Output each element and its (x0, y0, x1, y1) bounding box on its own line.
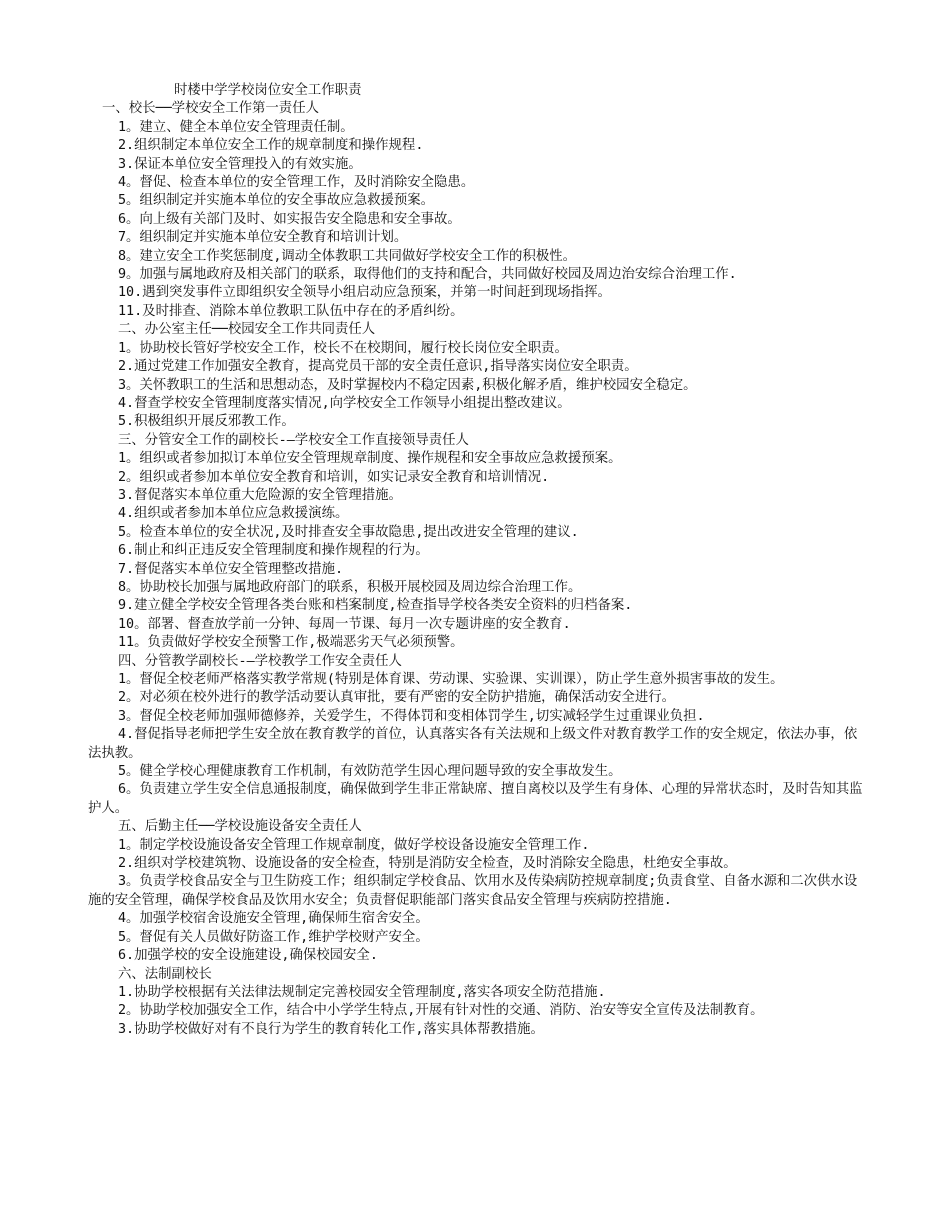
duty-item: 3。督促全校老师加强师德修养，关爱学生，不得体罚和变相体罚学生,切实减轻学生过重课业负担. (118, 708, 705, 724)
duty-item: 10。部署、督查放学前一分钟、每周一节课、每月一次专题讲座的安全教育. (118, 616, 571, 632)
duty-item: 2。协助学校加强安全工作，结合中小学学生特点,开展有针对性的交通、消防、治安等安全宣传及法制教育。 (118, 1003, 764, 1019)
duty-item: 9。加强与属地政府及相关部门的联系，取得他们的支持和配合，共同做好校园及周边治安综合治理工作. (118, 267, 737, 283)
section-heading: 三、分管安全工作的副校长-—学校安全工作直接领导责任人 (118, 432, 469, 448)
duty-item: 5。督促有关人员做好防盗工作,维护学校财产安全。 (118, 929, 429, 945)
document-body (88, 82, 868, 1039)
duty-item: 5。检查本单位的安全状况,及时排查安全事故隐患,提出改进安全管理的建议. (118, 524, 579, 540)
section-heading: 一、校长──学校安全工作第一责任人 (102, 101, 319, 117)
duty-item: 1。协助校长管好学校安全工作，校长不在校期间，履行校长岗位安全职责。 (118, 340, 568, 356)
duty-item: 7。组织制定并实施本单位安全教育和培训计划。 (118, 230, 408, 246)
duty-item: 11。负责做好学校安全预警工作,极端恶劣天气必须预警。 (118, 635, 464, 651)
duty-item: 1。建立、健全本单位安全管理责任制。 (118, 119, 354, 135)
duty-item: 10.遇到突发事件立即组织安全领导小组启动应急预案，并第一时间赶到现场指挥。 (118, 285, 611, 301)
duty-item: 2.组织制定本单位安全工作的规章制度和操作规程. (118, 138, 424, 154)
duty-item: 8。协助校长加强与属地政府部门的联系，积极开展校园及周边综合治理工作。 (118, 579, 582, 595)
duty-item: 3.协助学校做好对有不良行为学生的教育转化工作,落实具体帮教措施。 (118, 1021, 544, 1037)
duty-item: 4.督促指导老师把学生安全放在教育教学的首位，认真落实各有关法规和上级文件对教育教学工作的安全规定，依法办事，依法执教。 (88, 727, 858, 761)
duty-item: 2.通过党建工作加强安全教育，提高党员干部的安全责任意识,指导落实岗位安全职责。 (118, 359, 638, 375)
duty-item: 5.积极组织开展反邪教工作。 (118, 414, 295, 430)
document-title: 时楼中学学校岗位安全工作职责 (174, 83, 362, 98)
duty-item: 1.协助学校根据有关法律法规制定完善校园安全管理制度,落实各项安全防范措施. (118, 984, 606, 1000)
section-heading: 六、法制副校长 (118, 966, 212, 982)
duty-item: 4.组织或者参加本单位应急救援演练。 (118, 506, 349, 522)
duty-item: 3。负责学校食品安全与卫生防疫工作；组织制定学校食品、饮用水及传染病防控规章制度;负责食堂、自备水源和二次供水设施的安全管理，确保学校食品及饮用水安全；负责督促职能部门落实食品安全管理与疾病防控措施. (88, 874, 858, 908)
duty-item: 2。组织或者参加本单位安全教育和培训，如实记录安全教育和培训情况. (118, 469, 550, 485)
duty-item: 6。向上级有关部门及时、如实报告安全隐患和安全事故。 (118, 211, 461, 227)
duty-item: 1。制定学校设施设备安全管理工作规章制度，做好学校设备设施安全管理工作. (118, 837, 590, 853)
duty-item: 2。对必须在校外进行的教学活动要认真审批，要有严密的安全防护措施，确保活动安全进行。 (118, 690, 676, 706)
duty-item: 4.督查学校安全管理制度落实情况,向学校安全工作领导小组提出整改建议。 (118, 395, 571, 411)
section-heading: 五、后勤主任──学校设施设备安全责任人 (118, 819, 362, 835)
section-heading: 二、办公室主任──校园安全工作共同责任人 (118, 322, 376, 338)
duty-item: 8。建立安全工作奖惩制度,调动全体教职工共同做好学校安全工作的积极性。 (118, 248, 577, 264)
duty-item: 1。组织或者参加拟订本单位安全管理规章制度、操作规程和安全事故应急救援预案。 (118, 451, 622, 467)
duty-item: 9.建立健全学校安全管理各类台账和档案制度,检查指导学校各类安全资料的归档备案. (118, 598, 633, 614)
duty-item: 3.督促落实本单位重大危险源的安全管理措施。 (118, 487, 402, 503)
duty-item: 4。督促、检查本单位的安全管理工作，及时消除安全隐患。 (118, 175, 475, 191)
duty-item: 4。加强学校宿舍设施安全管理,确保师生宿舍安全。 (118, 911, 429, 927)
duty-item: 7.督促落实本单位安全管理整改措施. (118, 561, 344, 577)
duty-item: 3。关怀教职工的生活和思想动态，及时掌握校内不稳定因素,积极化解矛盾，维护校园安全稳定。 (118, 377, 697, 393)
duty-item: 5。组织制定并实施本单位的安全事故应急救援预案。 (118, 193, 435, 209)
duty-item: 6.制止和纠正违反安全管理制度和操作规程的行为。 (118, 543, 429, 559)
duty-item: 11.及时排查、消除本单位教职工队伍中存在的矛盾纠纷。 (118, 303, 464, 319)
duty-item: 3.保证本单位安全管理投入的有效实施。 (118, 156, 362, 172)
duty-item: 2.组织对学校建筑物、设施设备的安全检查，特别是消防安全检查，及时消除安全隐患，杜绝安全事故。 (118, 856, 737, 872)
section-heading: 四、分管教学副校长-—学校教学工作安全责任人 (118, 653, 402, 669)
duty-item: 1。督促全校老师严格落实教学常规(特别是体育课、劳动课、实验课、实训课），防止学生意外损害事故的发生。 (118, 672, 784, 687)
duty-item: 6。负责建立学生安全信息通报制度，确保做到学生非正常缺席、擅自离校以及学生有身体、心理的异常状态时，及时告知其监护人。 (88, 782, 863, 816)
duty-item: 5。健全学校心理健康教育工作机制，有效防范学生因心理问题导致的安全事故发生。 (118, 764, 622, 780)
duty-item: 6.加强学校的安全设施建设,确保校园安全. (118, 948, 378, 964)
